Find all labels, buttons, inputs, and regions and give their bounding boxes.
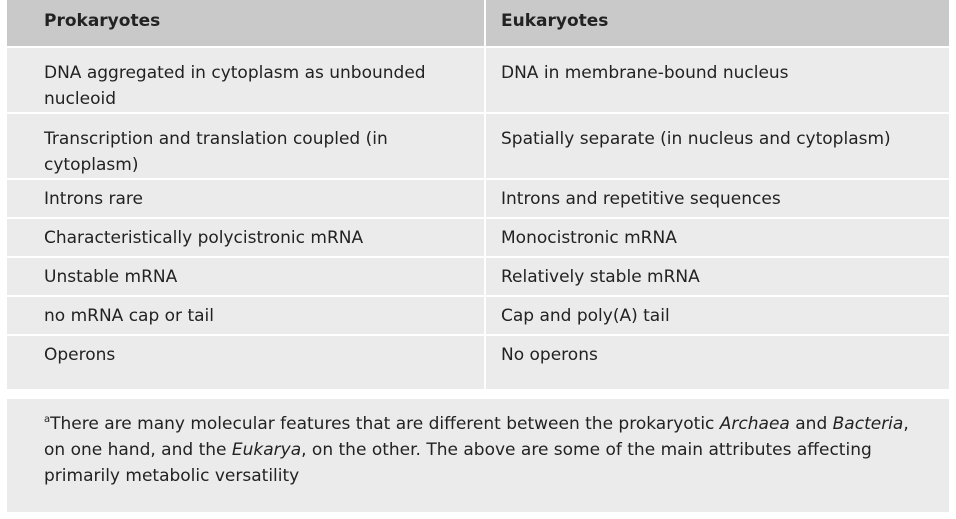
prokaryote-cell: Unstable mRNA: [7, 257, 485, 296]
table-row: [7, 335, 949, 389]
header-prokaryotes: Prokaryotes: [7, 0, 485, 47]
eukaryote-cell: Cap and poly(A) tail: [485, 296, 949, 335]
eukaryote-cell: Relatively stable mRNA: [485, 257, 949, 296]
table-row: [7, 296, 949, 335]
eukaryote-cell: No operons: [485, 335, 949, 389]
eukaryote-cell: Introns and repetitive sequences: [485, 179, 949, 218]
table-row: [7, 113, 949, 179]
eukaryote-cell: Monocistronic mRNA: [485, 218, 949, 257]
prokaryote-eukaryote-table: [7, 0, 949, 389]
prokaryote-cell: Characteristically polycistronic mRNA: [7, 218, 485, 257]
prokaryote-cell: no mRNA cap or tail: [7, 296, 485, 335]
eukaryote-cell: DNA in membrane-bound nucleus: [485, 47, 949, 113]
eukaryote-cell: Spatially separate (in nucleus and cytoplasm): [485, 113, 949, 179]
prokaryote-cell: Introns rare: [7, 179, 485, 218]
footnote-text-part2: , on one hand, and the: [44, 414, 909, 460]
table-row: [7, 47, 949, 113]
prokaryote-cell: Transcription and translation coupled (in cytoplasm): [7, 113, 485, 179]
table-row: [7, 179, 949, 218]
footnote-bacteria: Bacteria: [832, 414, 904, 434]
table-row: [7, 257, 949, 296]
header-eukaryotes: Eukaryotes: [485, 0, 949, 47]
table-header: [7, 0, 949, 47]
footnote-text-part1: There are many molecular features that are different between the prokaryotic: [50, 414, 720, 434]
footnote-text-part3: , on the other. The above are some of the main attributes affecting primarily metabolic versatility: [44, 440, 872, 486]
footnote-and: and: [789, 414, 833, 434]
table-row: [7, 218, 949, 257]
footnote-marker: a: [44, 414, 51, 425]
prokaryote-cell: DNA aggregated in cytoplasm as unbounded nucleoid: [7, 47, 485, 113]
footnote-eukarya: Eukarya: [231, 440, 302, 460]
table-body: [7, 47, 949, 389]
table-footnote: [7, 399, 949, 512]
header-row: [7, 0, 949, 47]
prokaryote-cell: Operons: [7, 335, 485, 389]
footnote-archaea: Archaea: [719, 414, 790, 434]
comparison-table-container: [7, 0, 949, 389]
